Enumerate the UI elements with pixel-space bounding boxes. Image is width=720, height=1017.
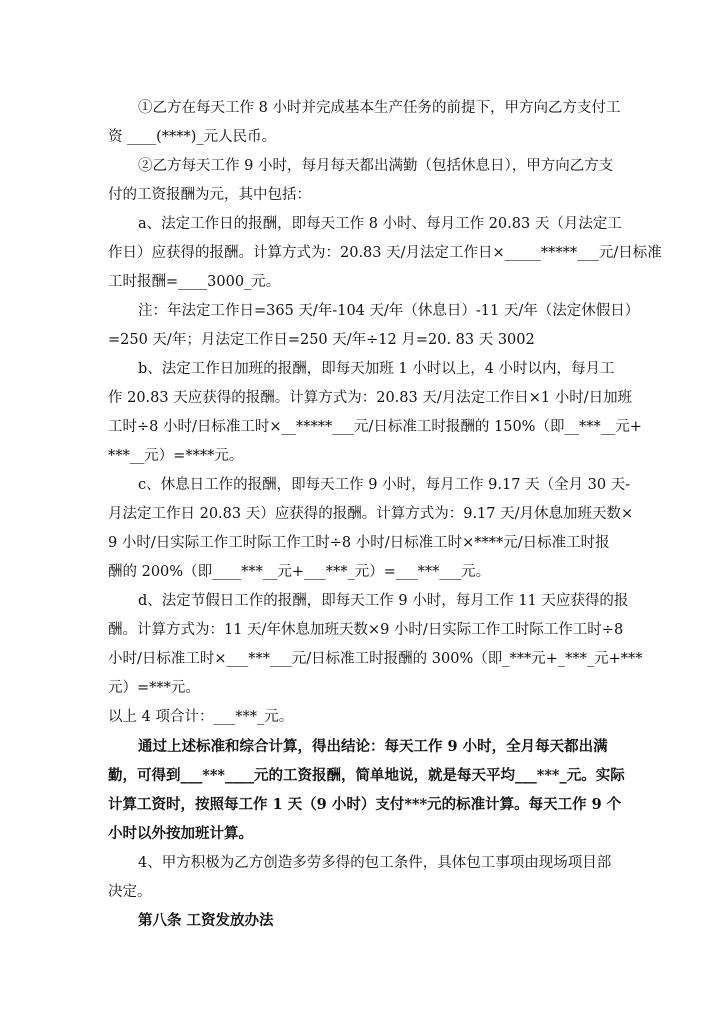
paragraph-line: =250 天/年；月法定工作日=250 天/年÷12 月=20. 83 天 3002 [108,332,535,348]
paragraph-line: 4、甲方积极为乙方创造多劳多得的包工条件，具体包工事项由现场项目部 [138,855,612,871]
paragraph-line: 9 小时/日实际工作工时际工作工时÷8 小时/日标准工时×****元/日标准工时报 [108,535,610,551]
conclusion-line: 勤，可得到___***____元的工资报酬，简单地说，就是每天平均___***_元。实际 [108,767,625,784]
paragraph-line: b、法定工作日加班的报酬，即每天加班 1 小时以上，4 小时以内，每月工 [138,361,615,377]
paragraph-line: 元）=***元。 [108,680,200,696]
section-heading: 第八条 工资发放办法 [138,912,274,929]
paragraph-line: d、法定节假日工作的报酬，即每天工作 9 小时，每月工作 11 天应获得的报 [138,593,629,609]
paragraph-line: ***__元）=****元。 [108,448,244,464]
paragraph-line: 决定。 [108,884,152,900]
conclusion-line: 小时以外按加班计算。 [108,825,253,842]
paragraph-line: 注：年法定工作日=365 天/年-104 天/年（休息日）-11 天/年（法定休假日） [138,303,640,319]
paragraph-line: 月法定工作日 20.83 天）应获得的报酬。计算方式为：9.17 天/月休息加班天数× [108,506,634,522]
paragraph-line: 付的工资报酬为元，其中包括： [108,187,311,203]
paragraph-line: 资 ____(****)_元人民币。 [108,129,277,145]
paragraph-line: 工时报酬=____3000_元。 [108,274,281,290]
paragraph-line: a、法定工作日的报酬，即每天工作 8 小时、每月工作 20.83 天（月法定工 [138,216,622,232]
paragraph-line: ②乙方每天工作 9 小时，每月每天都出满勤（包括休息日），甲方向乙方支 [138,158,614,174]
paragraph-line: c、休息日工作的报酬，即每天工作 9 小时，每月工作 9.17 天（全月 30 天- [138,477,631,493]
paragraph-line: 作 20.83 天应获得的报酬。计算方式为：20.83 天/月法定工作日×1 小时/日加班 [108,390,633,406]
conclusion-line: 通过上述标准和综合计算，得出结论：每天工作 9 小时，全月每天都出满 [138,738,608,755]
paragraph-line: 酬。计算方式为：11 天/年休息加班天数×9 小时/日实际工作工时际工作工时÷8 [108,622,624,638]
summary-line: 以上 4 项合计：___***_元。 [108,709,294,725]
paragraph-line: ①乙方在每天工作 8 小时并完成基本生产任务的前提下，甲方向乙方支付工 [138,100,621,116]
paragraph-line: 工时÷8 小时/日标准工时×__*****___元/日标准工时报酬的 150%（即__***__元+ [108,419,642,435]
paragraph-line: 作日）应获得的报酬。计算方式为：20.83 天/月法定工作日×_____*****___元/日标准 [108,245,662,261]
paragraph-line: 酬的 200%（即____***__元+___***_元）=___***___元。 [108,564,491,580]
paragraph-line: 小时/日标准工时×___***___元/日标准工时报酬的 300%（即_***元+_***_元+*** [108,651,643,667]
conclusion-line: 计算工资时，按照每工作 1 天（9 小时）支付***元的标准计算。每天工作 9 个 [108,796,622,813]
